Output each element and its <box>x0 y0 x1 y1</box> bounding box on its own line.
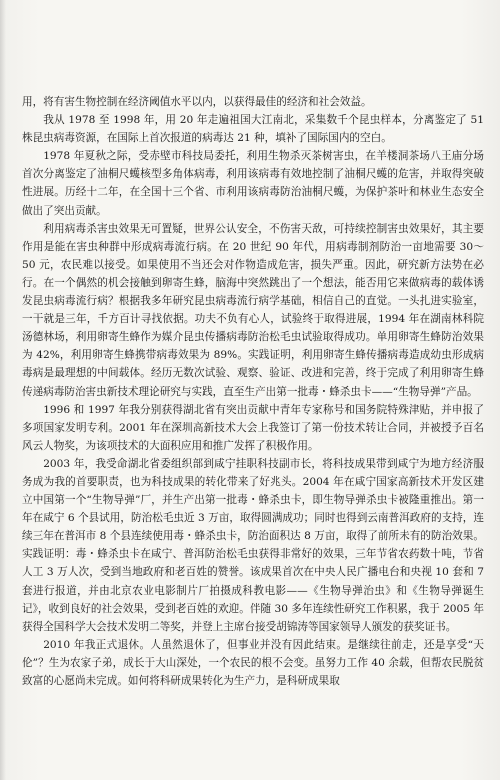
paragraph: 利用病毒杀害虫效果无可置疑，世界公认安全，不伤害天敌，可持续控制害虫效果好，其主要作用是能在害虫种群中形成病毒流行病。在 20 世纪 90 年代，用病毒制剂防治一亩地需要 30～50 元，农民难以接受。如果使用不当还会对作物造成危害，损失严重。因此，研究新方法势在必行。在一个偶然的机会接触到卵寄生蜂，脑海中突然跳出了一个想法，能否用它来做病毒的载体诱发昆虫病毒流行病？根据我多年研究昆虫病毒流行病学基础，相信自己的直觉。一头扎进实验室，一干就是三年，千方百计寻找依据。功夫不负有心人，试验终于取得进展，1994 年在湖南林科院汤德林场，利用卵寄生蜂作为媒介昆虫传播病毒防治松毛虫试验取得成功。单用卵寄生蜂防治效果为 42%，利用卵寄生蜂携带病毒效果为 89%。实践证明，利用卵寄生蜂传播病毒造成幼虫形成病毒病是最理想的中间载体。经历无数次试验、观察、验证、改进和完善，终于完成了利用卵寄生蜂传递病毒防治害虫新技术理论研究与实践，直至生产出第一批毒・蜂杀虫卡——“生物导弹”产品。 <box>22 222 484 398</box>
paragraph: 1978 年夏秋之际，受赤壁市科技局委托，利用生物杀灭茶树害虫，在羊楼洞茶场八王庙分场首次分离鉴定了油桐尺蠖核型多角体病毒，利用该病毒有效地控制了油桐尺蠖的危害，并取得突破性进展。历经十二年，在全国十三个省、市利用该病毒防治油桐尺蠖，为保护茶叶和林业生态安全做出了突出贡献。 <box>22 150 484 217</box>
paragraph: 我从 1978 至 1998 年，用 20 年走遍祖国大江南北，采集数千个昆虫样本，分离鉴定了 51 株昆虫病毒资源，在国际上首次报道的病毒达 21 种，填补了国际国内的空白。 <box>22 114 484 145</box>
paragraph: 1996 和 1997 年我分别获得湖北省有突出贡献中青年专家称号和国务院特殊津贴，并申报了多项国家发明专利。2001 年在深圳高新技术大会上我签订了第一份技术转让合同，并被授予百名风云人物奖，为该项技术的大面积应用和推广发挥了积极作用。 <box>22 403 484 452</box>
paragraph: 用，将有害生物控制在经济阈值水平以内，以获得最佳的经济和社会效益。 <box>22 96 372 108</box>
page-spine-shadow <box>0 0 6 780</box>
body-text <box>22 93 484 690</box>
paragraph: 2003 年，我受命湖北省委组织部到咸宁挂职科技副市长，将科技成果带到咸宁为地方经济服务成为我的首要职责，也为科技成果的转化带来了好兆头。2004 年在咸宁国家高新技术开发区建立中国第一个“生物导弹”厂，并生产出第一批毒・蜂杀虫卡，即生物导弹杀虫卡被隆重推出。第一年在咸宁 6 个县试用，防治松毛虫近 3 万亩，取得圆满成功；同时也得到云南普洱政府的支持，连续三年在普洱市 8 个县连续使用毒・蜂杀虫卡，防治面积达 8 万亩，取得了前所未有的防治效果。实践证明：毒・蜂杀虫卡在咸宁、普洱防治松毛虫获得非常好的效果，三年节省农药数十吨，节省人工 3 万人次，受到当地政府和老百姓的赞誉。该成果首次在中央人民广播电台和央视 10 套和 7 套进行报道，并由北京农业电影制片厂拍摄成科教电影——《生物导弹治虫》和《生物导弹诞生记》，收到良好的社会效果，受到老百姓的欢迎。伴随 30 多年连续性研究工作积累，我于 2005 年获得全国科学大会技术发明二等奖，并登上主席台接受胡锦涛等国家领导人颁发的获奖证书。 <box>22 457 484 633</box>
paragraph: 2010 年我正式退休。人虽然退休了，但事业并没有因此结束。是继续往前走，还是享受“天伦”？生为农家子弟，成长于大山深处，一个农民的根不会变。虽努力工作 40 余载，但帮农民脱贫致富的心愿尚未完成。如何将科研成果转化为生产力，是科研成果取 <box>22 638 484 687</box>
